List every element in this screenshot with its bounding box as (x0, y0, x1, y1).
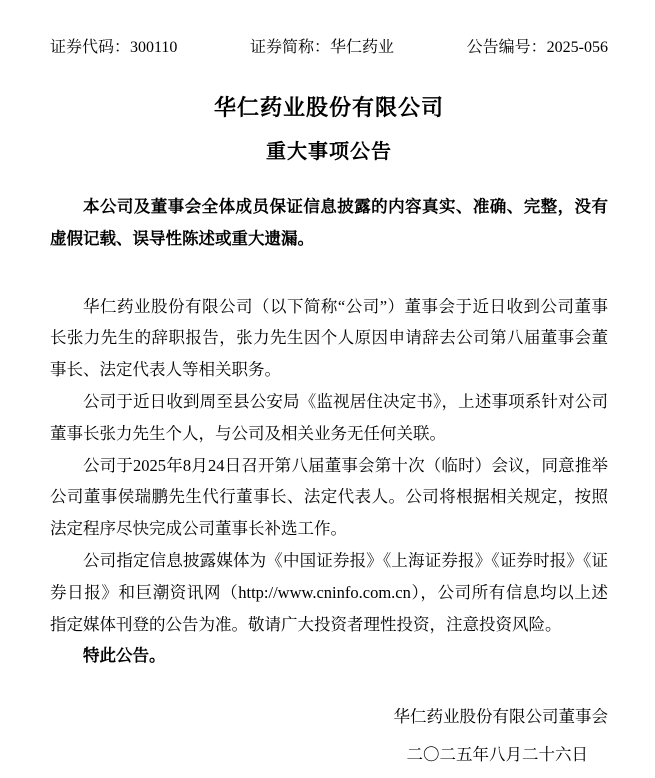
signature-company: 华仁药业股份有限公司董事会 (393, 707, 608, 727)
closing-statement: 特此公告。 (83, 646, 166, 666)
body-paragraph-media-disclosure: 公司指定信息披露媒体为《中国证券报》《上海证券报》《证券时报》《证券日报》和巨潮资讯网（http://www.cninfo.com.cn），公司所有信息均以上述指定媒体刊登的公告为准。敬请广大投资者理性投资，注意投资风险。 (50, 550, 608, 634)
signature-date: 二〇二五年八月二十六日 (406, 745, 588, 765)
company-title: 华仁药业股份有限公司 (213, 95, 444, 120)
body-paragraph-board-meeting: 公司于2025年8月24日召开第八届董事会第十次（临时）会议，同意推举公司董事侯瑞鹏先生代行董事长、法定代表人。公司将根据相关规定，按照法定程序尽快完成公司董事长补选工作。 (50, 455, 608, 539)
disclaimer-paragraph: 本公司及董事会全体成员保证信息披露的内容真实、准确、完整，没有虚假记载、误导性陈述或重大遗漏。 (50, 197, 608, 248)
signature-block (50, 698, 608, 774)
announcement-number: 公告编号：2025-056 (466, 39, 608, 56)
stock-abbr: 证券简称：华仁药业 (250, 39, 395, 56)
stock-code: 证券代码：300110 (50, 39, 178, 56)
body-paragraph-resignation: 华仁药业股份有限公司（以下简称“公司”）董事会于近日收到公司董事长张力先生的辞职报告，张力先生因个人原因申请辞去公司第八届董事会董事长、法定代表人等相关职务。 (50, 296, 608, 380)
announcement-title: 重大事项公告 (266, 141, 392, 163)
body-paragraph-police-notice: 公司于近日收到周至县公安局《监视居住决定书》，上述事项系针对公司董事长张力先生个人，与公司及相关业务无任何关联。 (50, 391, 608, 443)
document-header (50, 38, 608, 57)
